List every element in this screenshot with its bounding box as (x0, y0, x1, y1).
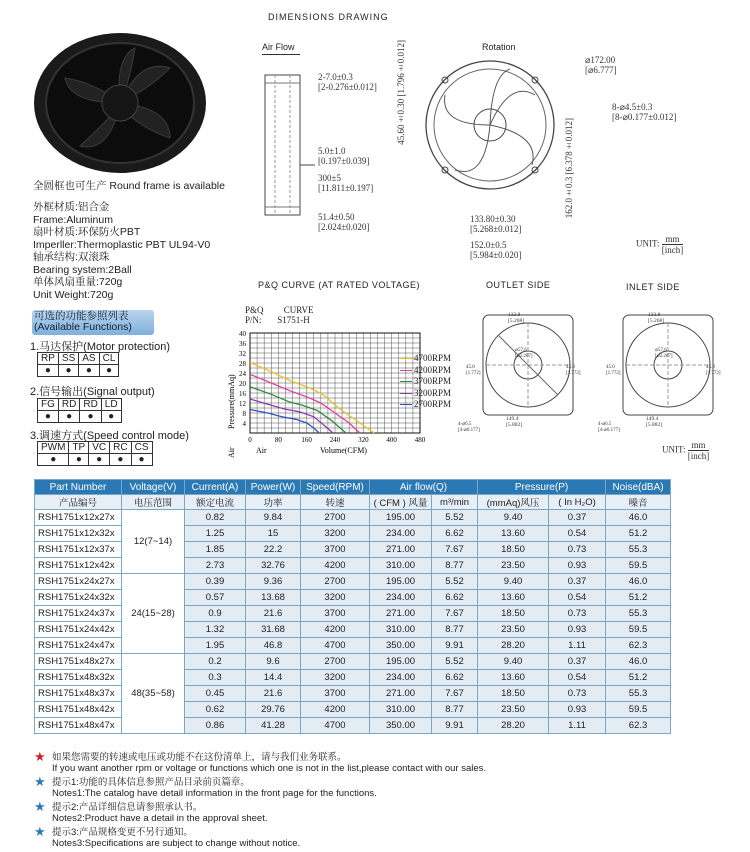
outlet-dims-side: 45.0 [1.772] (466, 365, 481, 376)
table-cell: 51.2 (606, 526, 671, 542)
table-cell: 6.62 (432, 590, 478, 606)
outlet-dims-holes: 4-⌀6.5 [4-⌀0.177] (458, 422, 480, 433)
voltage-range-cell: 24(15~28) (122, 574, 185, 654)
table-cell: 3700 (301, 606, 370, 622)
table-cell: 46.0 (606, 574, 671, 590)
functions-title-en: (Available Functions) (34, 321, 132, 333)
note-cn: 提示1:功能的具体信息参照产品目录前页篇章。 (52, 777, 250, 788)
motor-protection-title: 1.马达保护(Motor protection) (30, 341, 170, 353)
table-cell: 0.54 (549, 670, 606, 686)
table-cell: 7.67 (432, 542, 478, 558)
table-cell: 18.50 (478, 542, 549, 558)
table-cell: 13.60 (478, 526, 549, 542)
table-cell: 2700 (301, 574, 370, 590)
y-tick-label: 12 (239, 400, 246, 408)
spec-table (34, 479, 671, 734)
table-cell: 195.00 (370, 510, 432, 526)
table-cell: 234.00 (370, 526, 432, 542)
note-cn: 提示3:产品规格变更不另行通知。 (52, 827, 193, 838)
th-noise: Noise(dBA) (606, 480, 671, 495)
table-cell: 234.00 (370, 670, 432, 686)
notes (34, 749, 734, 852)
y-tick-label: 28 (239, 360, 246, 368)
dim-width: 51.4±0.50 [2.024±0.020] (318, 212, 370, 232)
table-cell: 0.57 (185, 590, 246, 606)
star-icon: ★ (34, 774, 46, 789)
y-axis-word: Air (227, 447, 236, 458)
speed-control-codes: PWM TP VC RC CS ● ● ● ● ● (37, 441, 153, 466)
table-cell: RSH1751x48x42x (35, 702, 122, 718)
table-cell: 0.3 (185, 670, 246, 686)
table-cell: 28.20 (478, 718, 549, 734)
table-cell: 350.00 (370, 638, 432, 654)
round-frame-note: 全圆框也可生产 Round frame is available (33, 180, 225, 192)
y-axis-label: Pressure(mmAq) (227, 374, 236, 429)
table-cell: 7.67 (432, 606, 478, 622)
table-cell: RSH1751x24x42x (35, 622, 122, 638)
table-cell: 9.91 (432, 638, 478, 654)
table-cell: 3200 (301, 590, 370, 606)
x-tick-label: 400 (386, 436, 397, 444)
functions-title-box (32, 310, 154, 335)
y-tick-label: 32 (239, 350, 246, 358)
star-icon: ★ (34, 749, 46, 764)
table-cell: RSH1751x12x42x (35, 558, 122, 574)
sub-m3min: m³/min (432, 495, 478, 510)
legend-label: 2700RPM (414, 399, 452, 409)
table-cell: 1.32 (185, 622, 246, 638)
table-cell: 9.40 (478, 510, 549, 526)
dim-162: 162.0±0.3 [6.378±0.012] (564, 118, 574, 219)
table-cell: 55.3 (606, 542, 671, 558)
spec-line: Bearing system:2Ball (33, 263, 132, 276)
pq-title: P&Q CURVE (AT RATED VOLTAGE) (258, 280, 421, 290)
spec-line: 扇叶材质:环保防火PBT (33, 226, 141, 238)
sub-part: 产品编号 (35, 495, 122, 510)
table-cell: 0.82 (185, 510, 246, 526)
table-cell: 195.00 (370, 574, 432, 590)
table-cell: 1.95 (185, 638, 246, 654)
note-item (34, 749, 734, 777)
table-cell: 2.73 (185, 558, 246, 574)
table-cell: 8.77 (432, 558, 478, 574)
side-view-drawing (255, 55, 315, 235)
table-cell: 31.68 (246, 622, 301, 638)
table-cell: 271.00 (370, 542, 432, 558)
table-cell: 0.54 (549, 590, 606, 606)
table-cell: 59.5 (606, 558, 671, 574)
pq-header: P&Q CURVE P/N: S1751-H (245, 305, 314, 325)
sub-current: 额定电流 (185, 495, 246, 510)
table-cell: 3700 (301, 542, 370, 558)
sub-speed: 转速 (301, 495, 370, 510)
table-cell: 350.00 (370, 718, 432, 734)
table-cell: 46.0 (606, 510, 671, 526)
x-tick-label: 240 (329, 436, 341, 444)
dim-wire-length: 300±5 [11.811±0.197] (318, 173, 374, 193)
table-cell: 9.91 (432, 718, 478, 734)
legend-item (400, 376, 451, 388)
air-flow-arrow (262, 54, 300, 55)
outlet-dims-right: 45.0 [1.772] (566, 365, 581, 376)
table-cell: 1.25 (185, 526, 246, 542)
dim-holes: 8-⌀4.5±0.3 [8-⌀0.177±0.012] (612, 102, 677, 122)
table-cell: 310.00 (370, 702, 432, 718)
legend-label: 3700RPM (414, 376, 452, 386)
legend-item (400, 365, 451, 377)
table-cell: 7.67 (432, 686, 478, 702)
table-cell: 5.52 (432, 654, 478, 670)
legend-swatch (400, 370, 412, 371)
legend-swatch (400, 358, 412, 359)
sub-noise: 噪音 (606, 495, 671, 510)
table-cell: 6.62 (432, 670, 478, 686)
table-cell: 4700 (301, 718, 370, 734)
legend-label: 4200RPM (414, 364, 452, 375)
table-cell: 0.37 (549, 574, 606, 590)
th-air-flow: Air flow(Q) (370, 480, 478, 495)
y-tick-label: 20 (239, 380, 246, 388)
table-cell: 13.60 (478, 590, 549, 606)
table-cell: 1.11 (549, 638, 606, 654)
th-speed: Speed(RPM) (301, 480, 370, 495)
sub-power: 功率 (246, 495, 301, 510)
table-cell: 51.2 (606, 670, 671, 686)
table-cell: 59.5 (606, 702, 671, 718)
table-cell: 28.20 (478, 638, 549, 654)
note-en: Notes2:Product have a detail in the approval sheet. (52, 813, 268, 824)
note-item (34, 824, 734, 852)
th-power: Power(W) (246, 480, 301, 495)
table-cell: 0.73 (549, 686, 606, 702)
unit-note: UNIT: mm [inch] (636, 234, 684, 255)
table-cell: 3200 (301, 526, 370, 542)
spec-line: 单体风扇重量:720g (33, 276, 123, 288)
table-cell: 5.52 (432, 574, 478, 590)
front-view-drawing (420, 55, 560, 195)
th-part-number: Part Number (35, 480, 122, 495)
outlet-dims-bottom: 149.4 [5.882] (506, 416, 523, 428)
table-cell: 23.50 (478, 702, 549, 718)
table-cell: RSH1751x48x32x (35, 670, 122, 686)
y-tick-label: 36 (239, 340, 246, 348)
inlet-dims-right: 45.0 [1.772] (706, 365, 721, 376)
table-row (35, 510, 671, 526)
table-cell: 18.50 (478, 686, 549, 702)
table-cell: RSH1751x12x37x (35, 542, 122, 558)
table-cell: 0.9 (185, 606, 246, 622)
table-cell: 62.3 (606, 718, 671, 734)
spec-line: Unit Weight:720g (33, 288, 114, 301)
table-cell: 2700 (301, 510, 370, 526)
y-tick-label: 4 (242, 420, 246, 428)
sub-voltage: 电压范围 (122, 495, 185, 510)
spec-list (33, 201, 210, 301)
legend-label: 4700RPM (414, 353, 452, 363)
table-cell: 62.3 (606, 638, 671, 654)
table-cell: 3700 (301, 686, 370, 702)
table-cell: 13.60 (478, 670, 549, 686)
table-cell: 234.00 (370, 590, 432, 606)
sub-cfm: ( CFM ) 风量 (370, 495, 432, 510)
inlet-dims-bottom: 149.4 [5.882] (646, 416, 663, 428)
functions-title-cn: 可选的功能参照列表 (34, 310, 129, 322)
legend-swatch (400, 381, 412, 382)
table-cell: 23.50 (478, 558, 549, 574)
legend-item (400, 399, 451, 411)
table-cell: 1.85 (185, 542, 246, 558)
note-cn: 提示2:产品详细信息请参照承认书。 (52, 802, 203, 813)
table-cell: 0.62 (185, 702, 246, 718)
table-cell: 0.86 (185, 718, 246, 734)
table-cell: 0.73 (549, 542, 606, 558)
air-flow-label: Air Flow (262, 42, 295, 52)
table-cell: 32.76 (246, 558, 301, 574)
table-cell: 3200 (301, 670, 370, 686)
x-axis-word: Air (256, 446, 267, 455)
table-cell: 46.0 (606, 654, 671, 670)
table-cell: 1.11 (549, 718, 606, 734)
star-icon: ★ (34, 799, 46, 814)
y-tick-label: 40 (239, 330, 246, 338)
note-cn: 如果您需要的转速或电压或功能不在这份清单上，请与我们业务联系。 (52, 752, 347, 763)
note-en: Notes3:Specifications are subject to change without notice. (52, 838, 301, 849)
table-cell: 22.2 (246, 542, 301, 558)
table-cell: 0.93 (549, 622, 606, 638)
table-cell: 6.62 (432, 526, 478, 542)
table-cell: RSH1751x48x37x (35, 686, 122, 702)
table-cell: 0.45 (185, 686, 246, 702)
th-voltage: Voltage(V) (122, 480, 185, 495)
voltage-range-cell: 48(35~58) (122, 654, 185, 734)
x-tick-label: 0 (248, 436, 252, 444)
table-cell: 9.6 (246, 654, 301, 670)
sub-mmaq: (mmAq)风压 (478, 495, 549, 510)
pq-legend (400, 353, 451, 411)
dim-lead: 5.0±1.0 [0.197±0.039] (318, 146, 370, 166)
motor-protection-codes: RP SS AS CL ● ● ● ● (37, 352, 119, 377)
table-cell: 14.4 (246, 670, 301, 686)
y-tick-label: 8 (242, 410, 246, 418)
y-tick-label: 24 (239, 370, 246, 378)
table-cell: 195.00 (370, 654, 432, 670)
note-item (34, 774, 734, 802)
table-cell: 0.73 (549, 606, 606, 622)
unit-note-small: UNIT: mm [inch] (662, 440, 710, 461)
table-row (35, 574, 671, 590)
table-cell: 51.2 (606, 590, 671, 606)
table-cell: 21.6 (246, 686, 301, 702)
y-tick-label: 16 (239, 390, 246, 398)
inlet-dims-center: ⌀57.6 [⌀2.267] (655, 348, 673, 359)
outlet-dims-center: ⌀57.6 [⌀2.267] (515, 348, 533, 359)
table-cell: 9.36 (246, 574, 301, 590)
table-cell: 9.84 (246, 510, 301, 526)
rotation-label: Rotation (482, 42, 516, 52)
inlet-dims: 133.8 [5.268] (648, 312, 665, 324)
legend-swatch (400, 393, 412, 394)
note-en: If you want another rpm or voltage or functions which one is not in the list,please contact with our sales. (52, 763, 487, 774)
table-cell: 0.93 (549, 702, 606, 718)
x-tick-label: 480 (414, 436, 426, 444)
table-cell: 55.3 (606, 686, 671, 702)
table-cell: 0.39 (185, 574, 246, 590)
table-cell: RSH1751x24x27x (35, 574, 122, 590)
table-row (35, 654, 671, 670)
table-cell: 18.50 (478, 606, 549, 622)
spec-line: 外框材质:铝合金 (33, 201, 110, 213)
table-cell: 8.77 (432, 622, 478, 638)
table-cell: 5.52 (432, 510, 478, 526)
dim-height-vertical: 45.60±0.30 [1.796±0.012] (396, 40, 406, 145)
table-cell: 4200 (301, 558, 370, 574)
inlet-dims-holes: 4-⌀6.5 [4-⌀0.177] (598, 422, 620, 433)
legend-swatch (400, 404, 412, 405)
table-cell: 55.3 (606, 606, 671, 622)
dimensions-title: DIMENSIONS DRAWING (268, 12, 389, 22)
legend-item (400, 353, 451, 365)
note-item (34, 799, 734, 827)
table-cell: 0.2 (185, 654, 246, 670)
dim-overall: 152.0±0.5 [5.984±0.020] (470, 240, 522, 260)
table-cell: 271.00 (370, 686, 432, 702)
outlet-dims: 133.8 [5.268] (508, 312, 525, 324)
table-cell: RSH1751x12x32x (35, 526, 122, 542)
x-axis-label: Volume(CFM) (320, 446, 367, 455)
th-current: Current(A) (185, 480, 246, 495)
table-cell: 0.37 (549, 654, 606, 670)
table-cell: 41.28 (246, 718, 301, 734)
spec-line: 轴承结构:双滚珠 (33, 251, 110, 263)
table-cell: 29.76 (246, 702, 301, 718)
legend-item (400, 388, 451, 400)
table-cell: 310.00 (370, 622, 432, 638)
table-cell: 9.40 (478, 574, 549, 590)
legend-label: 3200RPM (414, 387, 452, 398)
table-cell: 9.40 (478, 654, 549, 670)
inlet-drawing (618, 310, 718, 420)
dim-frame-depth: 2-7.0±0.3 [2-0.276±0.012] (318, 72, 377, 92)
voltage-range-cell: 12(7~14) (122, 510, 185, 574)
spec-line: Imperller:Thermoplastic PBT UL94-V0 (33, 238, 211, 251)
table-cell: RSH1751x24x47x (35, 638, 122, 654)
x-tick-label: 160 (301, 436, 312, 444)
table-cell: RSH1751x48x47x (35, 718, 122, 734)
table-cell: 0.93 (549, 558, 606, 574)
table-cell: 4200 (301, 702, 370, 718)
note-en: Notes1:The catalog have detail information in the front page for the functions. (52, 788, 377, 799)
inlet-title: INLET SIDE (626, 282, 680, 292)
signal-output-title: 2.信号输出(Signal output) (30, 386, 155, 398)
table-cell: 2700 (301, 654, 370, 670)
fan-photo (30, 28, 210, 178)
table-cell: 13.68 (246, 590, 301, 606)
sub-inh2o: ( In H₂O) (549, 495, 606, 510)
table-cell: 271.00 (370, 606, 432, 622)
table-cell: RSH1751x12x27x (35, 510, 122, 526)
outlet-title: OUTLET SIDE (486, 280, 551, 290)
table-cell: 310.00 (370, 558, 432, 574)
speed-control-title: 3.调速方式(Speed control mode) (30, 430, 189, 442)
table-cell: 0.54 (549, 526, 606, 542)
outlet-drawing (478, 310, 578, 420)
th-pressure: Pressure(P) (478, 480, 606, 495)
table-cell: 23.50 (478, 622, 549, 638)
x-tick-label: 320 (358, 436, 369, 444)
table-cell: 21.6 (246, 606, 301, 622)
table-cell: 4200 (301, 622, 370, 638)
star-icon: ★ (34, 824, 46, 839)
inlet-dims-side: 45.0 [1.772] (606, 365, 621, 376)
spec-line: Frame:Aluminum (33, 213, 113, 226)
table-cell: RSH1751x24x32x (35, 590, 122, 606)
table-cell: 46.8 (246, 638, 301, 654)
dim-hole-spacing: 133.80±0.30 [5.268±0.012] (470, 214, 522, 234)
signal-output-codes: FG RD RD LD ● ● ● ● (37, 398, 122, 423)
dim-diameter: ⌀172.00 [⌀6.777] (585, 55, 617, 75)
table-cell: RSH1751x24x37x (35, 606, 122, 622)
table-cell: 8.77 (432, 702, 478, 718)
table-cell: 0.37 (549, 510, 606, 526)
table-cell: 15 (246, 526, 301, 542)
x-tick-label: 80 (274, 436, 282, 444)
table-cell: 59.5 (606, 622, 671, 638)
table-cell: 4700 (301, 638, 370, 654)
table-cell: RSH1751x48x27x (35, 654, 122, 670)
